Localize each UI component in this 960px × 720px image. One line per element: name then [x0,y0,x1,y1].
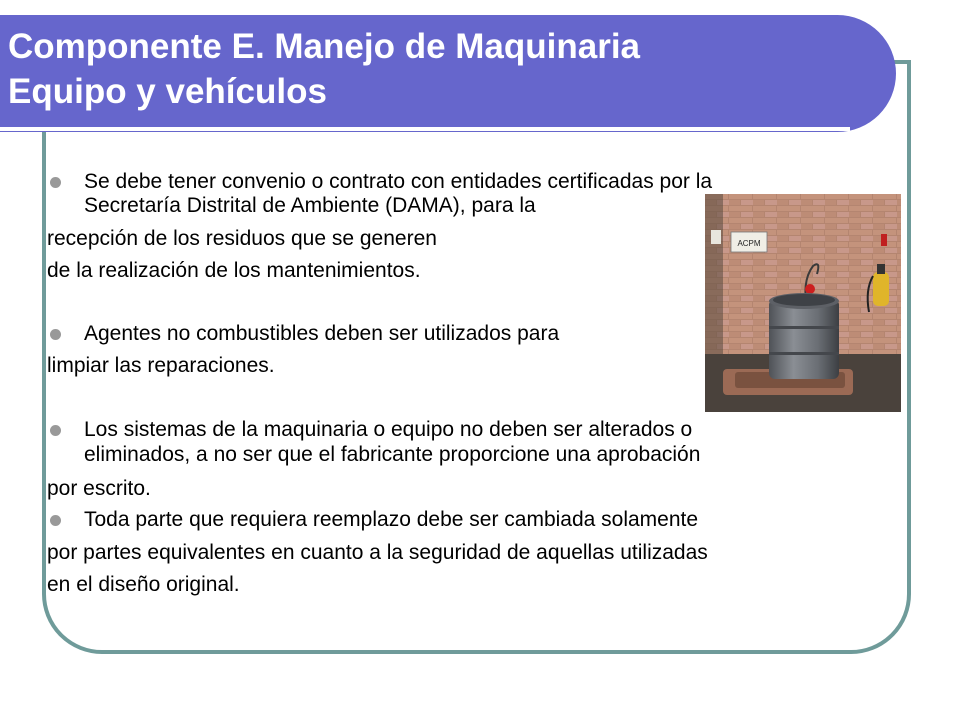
bullet-2-line-1: Agentes no combustibles deben ser utilizados para [84,322,560,345]
bullet-4-line-3: en el diseño original. [47,573,240,596]
bullet-4-marker [50,515,61,526]
bullet-2-line-2: limpiar las reparaciones. [47,354,275,377]
bullet-1-line-3: recepción de los residuos que se generen [47,227,437,250]
acpm-sign-text: ACPM [737,239,761,248]
bullet-1-line-1: Se debe tener convenio o contrato con entidades certificadas por la [84,170,713,193]
bullet-3-marker [50,425,61,436]
bullet-1-line-2: Secretaría Distrital de Ambiente (DAMA), para la [84,194,536,217]
bullet-4-line-1: Toda parte que requiera reemplazo debe ser cambiada solamente [84,508,699,531]
storage-drum-photo [705,194,901,412]
bullet-3-line-3: por escrito. [47,477,151,500]
slide-title [8,24,640,114]
title-line-2: Equipo y vehículos [8,72,327,111]
acpm-sign [731,232,767,252]
bullet-4-line-2: por partes equivalentes en cuanto a la seguridad de aquellas utilizadas [47,541,708,564]
bullet-1-marker [50,177,61,188]
bullet-2-marker [50,329,61,340]
title-underline [0,127,850,131]
bullet-3-line-1: Los sistemas de la maquinaria o equipo no deben ser alterados o [84,418,693,441]
bullet-3-line-2: eliminados, a no ser que el fabricante proporcione una aprobación [84,443,701,466]
bullet-1-line-4: de la realización de los mantenimientos. [47,259,421,282]
title-line-1: Componente E. Manejo de Maquinaria [8,27,641,66]
